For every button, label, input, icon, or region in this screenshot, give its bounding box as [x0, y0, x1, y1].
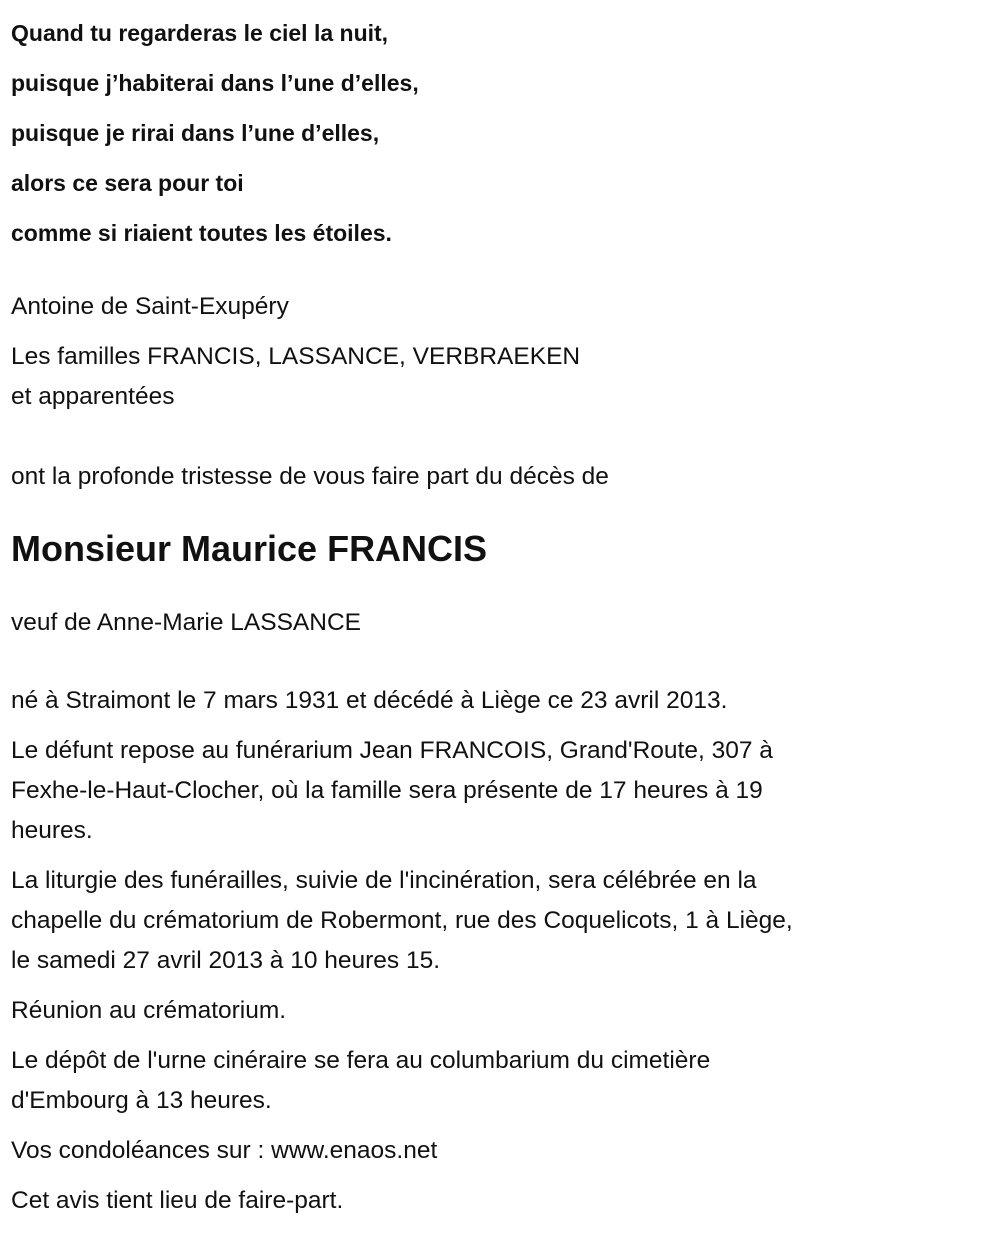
notice-paragraph — [11, 861, 1000, 981]
paragraph-line: heures. — [11, 817, 93, 844]
paragraph-line: Le dépôt de l'urne cinéraire se fera au columbarium du cimetière — [11, 1047, 711, 1074]
paragraph-line: La liturgie des funérailles, suivie de l'incinération, sera célébrée en la — [11, 867, 757, 894]
deceased-name: Monsieur Maurice FRANCIS — [11, 528, 488, 569]
paragraph-line: né à Straimont le 7 mars 1931 et décédé à Liège ce 23 avril 2013. — [11, 687, 728, 714]
paragraph-line: Cet avis tient lieu de faire-part. — [11, 1187, 344, 1214]
poem-line: puisque je rirai dans l’une d’elles, — [11, 120, 380, 146]
paragraph-line: le samedi 27 avril 2013 à 10 heures 15. — [11, 947, 441, 974]
poem — [11, 8, 1000, 258]
poem-line: alors ce sera pour toi — [11, 170, 244, 196]
widower-line: veuf de Anne-Marie LASSANCE — [11, 609, 361, 636]
poem-line: Quand tu regarderas le ciel la nuit, — [11, 20, 389, 46]
paragraph-line: Réunion au crématorium. — [11, 997, 287, 1024]
paragraph-line: Fexhe-le-Haut-Clocher, où la famille sera présente de 17 heures à 19 — [11, 777, 763, 804]
notice-paragraph — [11, 731, 1000, 851]
poem-line: comme si riaient toutes les étoiles. — [11, 220, 392, 246]
notice-paragraphs — [11, 681, 1000, 1221]
announcement: ont la profonde tristesse de vous faire part du décès de — [11, 463, 609, 490]
notice-paragraph — [11, 991, 1000, 1031]
families-line: Les familles FRANCIS, LASSANCE, VERBRAEKEN — [11, 343, 581, 370]
notice-paragraph — [11, 1041, 1000, 1121]
notice-paragraph — [11, 1131, 1000, 1171]
paragraph-line: chapelle du crématorium de Robermont, rue des Coquelicots, 1 à Liège, — [11, 907, 793, 934]
families-line: et apparentées — [11, 383, 175, 410]
paragraph-line: d'Embourg à 13 heures. — [11, 1087, 272, 1114]
paragraph-line: Vos condoléances sur : www.enaos.net — [11, 1137, 438, 1164]
poem-author: Antoine de Saint-Exupéry — [11, 293, 289, 320]
notice-paragraph — [11, 681, 1000, 721]
poem-line: puisque j’habiterai dans l’une d’elles, — [11, 70, 419, 96]
notice-paragraph — [11, 1181, 1000, 1221]
paragraph-line: Le défunt repose au funérarium Jean FRANCOIS, Grand'Route, 307 à — [11, 737, 773, 764]
